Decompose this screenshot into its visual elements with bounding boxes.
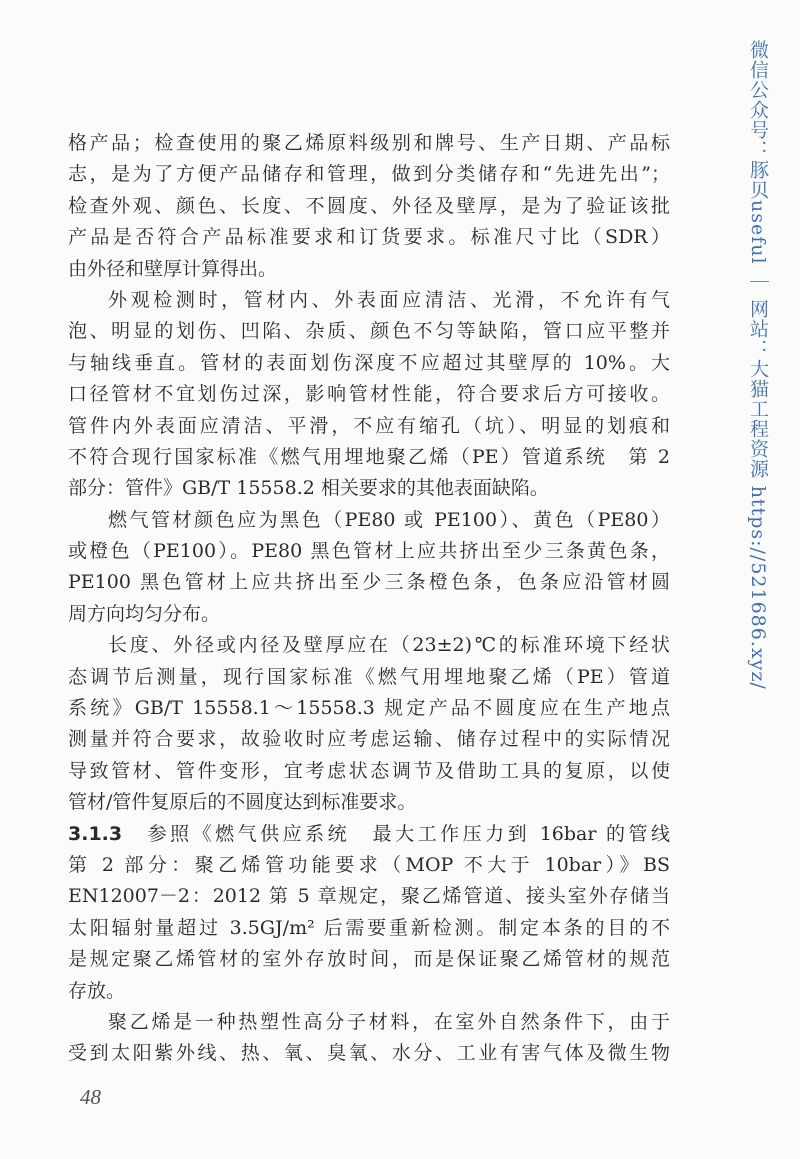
- text-line: [68, 316, 670, 347]
- section-number: 3.1.3: [68, 822, 123, 845]
- text-line: [68, 191, 670, 222]
- line-text: 太阳辐射量超过 3.5GJ/m² 后需要重新检测。制定本条的目的不: [68, 916, 670, 939]
- line-text: 不符合现行国家标准《燃气用埋地聚乙烯（PE）管道系统 第 2: [68, 445, 670, 468]
- line-text: 格产品；检查使用的聚乙烯原料级别和牌号、生产日期、产品标: [68, 132, 670, 154]
- text-line: [68, 1038, 670, 1069]
- text-line: [68, 599, 670, 630]
- line-text: EN12007－2：2012 第 5 章规定，聚乙烯管道、接头室外存储当: [68, 885, 670, 908]
- text-line: [68, 1007, 670, 1038]
- text-line: [68, 505, 670, 536]
- line-text: PE100 黑色管材上应共挤出至少三条橙色条，色条应沿管材圆: [68, 571, 670, 594]
- text-line: [68, 254, 670, 285]
- line-text: 是规定聚乙烯管材的室外存放时间，而是保证聚乙烯管材的规范: [68, 948, 670, 971]
- text-line: [68, 819, 670, 850]
- line-text: 产品是否符合产品标准要求和订货要求。标准尺寸比（SDR）: [68, 226, 670, 249]
- text-line: [68, 473, 670, 504]
- section-paragraph: [68, 819, 670, 1007]
- line-text: 测量并符合要求，故验收时应考虑运输、储存过程中的实际情况: [68, 728, 670, 751]
- text-line: [68, 285, 670, 316]
- paragraph: [68, 630, 670, 818]
- line-text: 口径管材不宜划伤过深，影响管材性能，符合要求后方可接收。: [68, 383, 670, 406]
- text-line: [68, 411, 670, 442]
- line-text: 外观检测时，管材内、外表面应清洁、光滑，不允许有气: [108, 288, 670, 311]
- text-line: [68, 881, 670, 912]
- text-line: [68, 630, 670, 661]
- text-line: [68, 693, 670, 724]
- line-text: 管件内外表面应清洁、平滑，不应有缩孔（坑）、明显的划痕和: [68, 414, 670, 437]
- line-text: 或橙色（PE100）。PE80 黑色管材上应共挤出至少三条黄色条，: [68, 540, 670, 563]
- line-text: 管材/管件复原后的不圆度达到标准要求。: [68, 791, 417, 814]
- text-line: [68, 567, 670, 598]
- line-text: 导致管材、管件变形，宜考虑状态调节及借助工具的复原，以使: [68, 759, 670, 782]
- text-line: [68, 976, 670, 1007]
- text-line: [68, 787, 670, 818]
- text-line: [68, 850, 670, 881]
- body-text: [68, 128, 670, 1070]
- text-line: [68, 348, 670, 379]
- line-text: 聚乙烯是一种热塑性高分子材料，在室外自然条件下，由于: [108, 1010, 670, 1033]
- line-text: 燃气管材颜色应为黑色（PE80 或 PE100）、黄色（PE80）: [108, 508, 670, 531]
- text-line: [68, 442, 670, 473]
- line-text: 系统》GB/T 15558.1～15558.3 规定产品不圆度应在生产地点: [68, 697, 670, 720]
- paragraph: [68, 128, 670, 285]
- text-line: [68, 536, 670, 567]
- text-line: [68, 379, 670, 410]
- text-line: [68, 756, 670, 787]
- line-text: 由外径和壁厚计算得出。: [68, 257, 278, 280]
- text-line: [68, 724, 670, 755]
- paragraph: [68, 285, 670, 505]
- line-text: 泡、明显的划伤、凹陷、杂质、颜色不匀等缺陷，管口应平整并: [68, 320, 670, 343]
- line-text: 参照《燃气供应系统 最大工作压力到 16bar 的管线: [144, 822, 670, 845]
- paragraph: [68, 1007, 670, 1070]
- line-text: 检查外观、颜色、长度、不圆度、外径及壁厚，是为了验证该批: [68, 194, 670, 217]
- text-line: [68, 222, 670, 253]
- line-text: 部分：管件》GB/T 15558.2 相关要求的其他表面缺陷。: [68, 477, 549, 500]
- line-text: 受到太阳紫外线、热、氧、臭氧、水分、工业有害气体及微生物: [68, 1042, 670, 1065]
- paragraph: [68, 505, 670, 631]
- line-text: 与轴线垂直。管材的表面划伤深度不应超过其壁厚的 10%。大: [68, 351, 670, 374]
- text-line: [68, 662, 670, 693]
- line-text: 存放。: [68, 979, 126, 1002]
- line-text: 态调节后测量，现行国家标准《燃气用埋地聚乙烯（PE）管道: [68, 665, 670, 688]
- line-text: 长度、外径或内径及壁厚应在（23±2)℃的标准环境下经状: [108, 634, 670, 657]
- text-line: [68, 944, 670, 975]
- line-text: 第 2 部分：聚乙烯管功能要求（MOP 不大于 10bar）》BS: [68, 853, 670, 876]
- line-text: 周方向均匀分布。: [68, 602, 221, 625]
- text-line: [68, 913, 670, 944]
- watermark: 微信公众号：豚贝useful ｜ 网站：大猫工程资源 https://521686.xyz/: [747, 40, 769, 690]
- text-line: [68, 128, 670, 159]
- line-text: 志，是为了方便产品储存和管理，做到分类储存和“先进先出”；: [68, 163, 670, 186]
- text-line: [68, 159, 670, 190]
- page-number: 48: [80, 1085, 101, 1109]
